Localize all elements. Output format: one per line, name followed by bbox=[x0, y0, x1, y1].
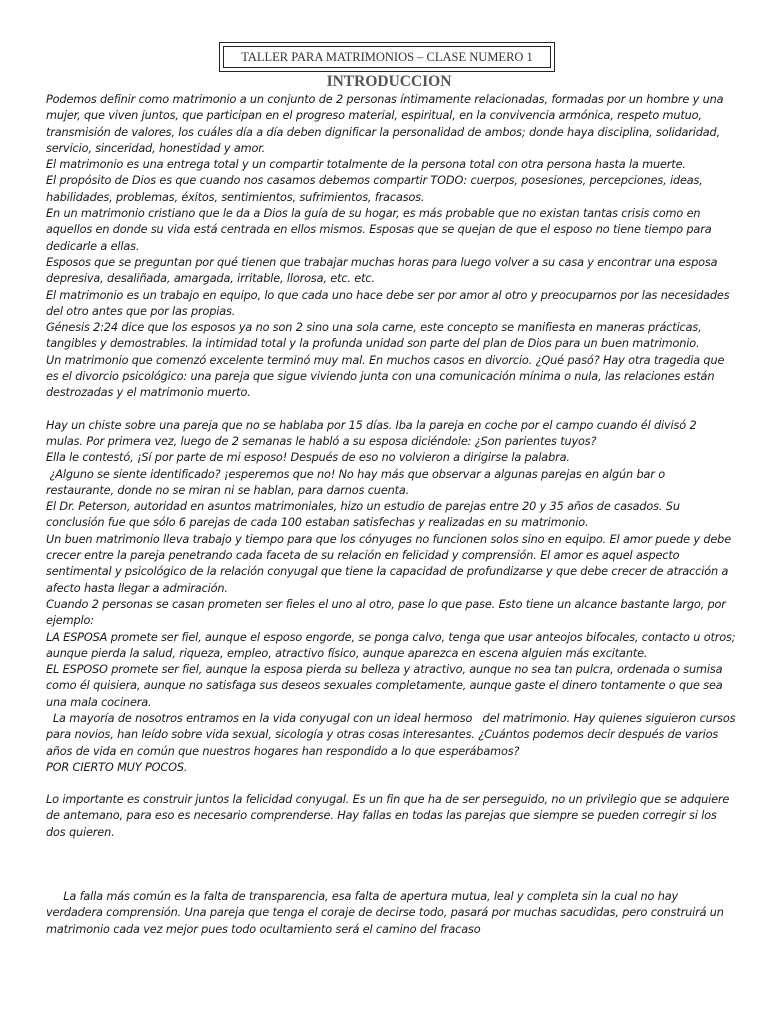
paragraph: Esposos que se preguntan por qué tienen que trabajar muchas horas para luego volver a su casa y encontrar una esposa depresiva, desaliñada, amargada, irritable, llorosa, etc. etc. bbox=[46, 255, 718, 286]
spacer bbox=[46, 776, 736, 792]
paragraph: El Dr. Peterson, autoridad en asuntos matrimoniales, hizo un estudio de parejas entre 20 y 35 años de casados. Su conclusión fue que sólo 6 parejas de cada 100 estaban satisfechas y realizadas en su matrimonio. bbox=[46, 500, 680, 530]
paragraph: Génesis 2:24 dice que los esposos ya no son 2 sino una sola carne, este concepto se manifiesta en maneras prácticas, tangibles y demostrables. la intimidad total y la profunda unidad son parte del plan de Dios para un buen matrimonio. bbox=[46, 321, 702, 351]
title-box bbox=[219, 42, 555, 72]
paragraph: Un buen matrimonio lleva trabajo y tiempo para que los cónyuges no funcionen solos sino en equipo. El amor puede y debe crecer entre la pareja penetrando cada faceta de su relación en felicidad y comprensión. El amor es aquel aspecto sentimental y psicológico de la relación conyugal que tiene la capacidad de profundizarse y que debe crecer de atracción a afecto hasta llegar a admiración. bbox=[46, 532, 731, 595]
paragraph: ¿Alguno se siente identificado? ¡esperemos que no! No hay más que observar a algunas parejas en algún bar o restaurante, donde no se miran ni se hablan, para darnos cuenta. bbox=[46, 467, 669, 497]
spacer bbox=[46, 841, 736, 889]
paragraph: Cuando 2 personas se casan prometen ser fieles el uno al otro, pase lo que pase. Esto tiene un alcance bastante largo, por ejemplo: bbox=[46, 597, 726, 628]
document-body bbox=[46, 92, 739, 938]
paragraph: En un matrimonio cristiano que le da a Dios la guía de su hogar, es más probable que no existan tantas crisis como en aquellos en donde su vida está centrada en ellos mismos. Esposas que se quejan de que el esposo no tiene tiempo para dedicarle a ellas. bbox=[46, 207, 712, 253]
paragraph: POR CIERTO MUY POCOS. bbox=[46, 760, 188, 774]
spacer bbox=[46, 402, 736, 418]
paragraph: EL ESPOSO promete ser fiel, aunque la esposa pierda su belleza y atractivo, aunque no sea tan pulcra, ordenada o sumisa como él quisiera, aunque no satisfaga sus deseos sexuales completamente, aunque gaste el dinero tontamente o que sea una mala cocinera. bbox=[46, 663, 723, 709]
paragraph: El propósito de Dios es que cuando nos casamos debemos compartir TODO: cuerpos, posesiones, percepciones, ideas, habilidades, problemas, éxitos, sentimientos, sufrimientos, fracasos. bbox=[46, 174, 703, 204]
paragraph: Lo importante es construir juntos la felicidad conyugal. Es un fin que ha de ser perseguido, no un privilegio que se adquiere de antemano, para eso es necesario comprenderse. Hay fallas en todas las parejas que siempre se pueden corregir si los dos quieren. bbox=[46, 793, 730, 839]
section-heading: INTRODUCCION bbox=[326, 73, 452, 90]
paragraph: Podemos definir como matrimonio a un conjunto de 2 personas íntimamente relacionadas, formadas por un hombre y una mujer, que viven juntos, que participan en el progreso material, espiritual, en la convivencia armónica, respeto mutuo, transmisión de valores, los cuáles día a día deben dignificar la personalidad de ambos; donde haya disciplina, solidaridad, servicio, sinceridad, honestidad y amor. bbox=[46, 93, 724, 155]
paragraph: Un matrimonio que comenzó excelente terminó muy mal. En muchos casos en divorcio. ¿Qué pasó? Hay otra tragedia que es el divorcio psicológico: una pareja que sigue viviendo junta con una comunicación mínima o nula, las relaciones están destrozadas y el matrimonio muerto. bbox=[46, 353, 725, 400]
document-title: TALLER PARA MATRIMONIOS – CLASE NUMERO 1 bbox=[223, 46, 551, 68]
paragraph: La falla más común es la falta de transparencia, esa falta de apertura mutua, leal y completa sin la cual no hay verdadera comprensión. Una pareja que tenga el coraje de decirse todo, pasará por muchas sacudidas, pero construirá un matrimonio cada vez mejor pues todo ocultamiento será el camino del fracaso bbox=[46, 890, 728, 936]
paragraph: La mayoría de nosotros entramos en la vida conyugal con un ideal hermoso del matrimonio. Hay quienes siguieron cursos para novios, han leído sobre vida sexual, sicología y otras cosas interesantes. ¿Cuántos podemos decir después de varios años de vida en común que nuestros hogares han respondido a lo que esperábamos? bbox=[46, 711, 739, 758]
paragraph: LA ESPOSA promete ser fiel, aunque el esposo engorde, se ponga calvo, tenga que usar anteojos bifocales, contacto u otros; aunque pierda la salud, riqueza, empleo, atractivo físico, aunque aparezca en escena alguien más excitante. bbox=[46, 630, 736, 660]
paragraph: Ella le contestó, ¡Sí por parte de mi esposo! Después de eso no volvieron a dirigirse la palabra. bbox=[46, 451, 570, 465]
paragraph: El matrimonio es un trabajo en equipo, lo que cada uno hace debe ser por amor al otro y preocuparnos por las necesidades del otro antes que por las propias. bbox=[46, 288, 730, 318]
paragraph: Hay un chiste sobre una pareja que no se hablaba por 15 días. Iba la pareja en coche por el campo cuando él divisó 2 mulas. Por primera vez, luego de 2 semanas le habló a su esposa diciéndole: ¿Son parientes tuyos? bbox=[46, 418, 697, 448]
paragraph: El matrimonio es una entrega total y un compartir totalmente de la persona total con otra persona hasta la muerte. bbox=[46, 158, 686, 172]
